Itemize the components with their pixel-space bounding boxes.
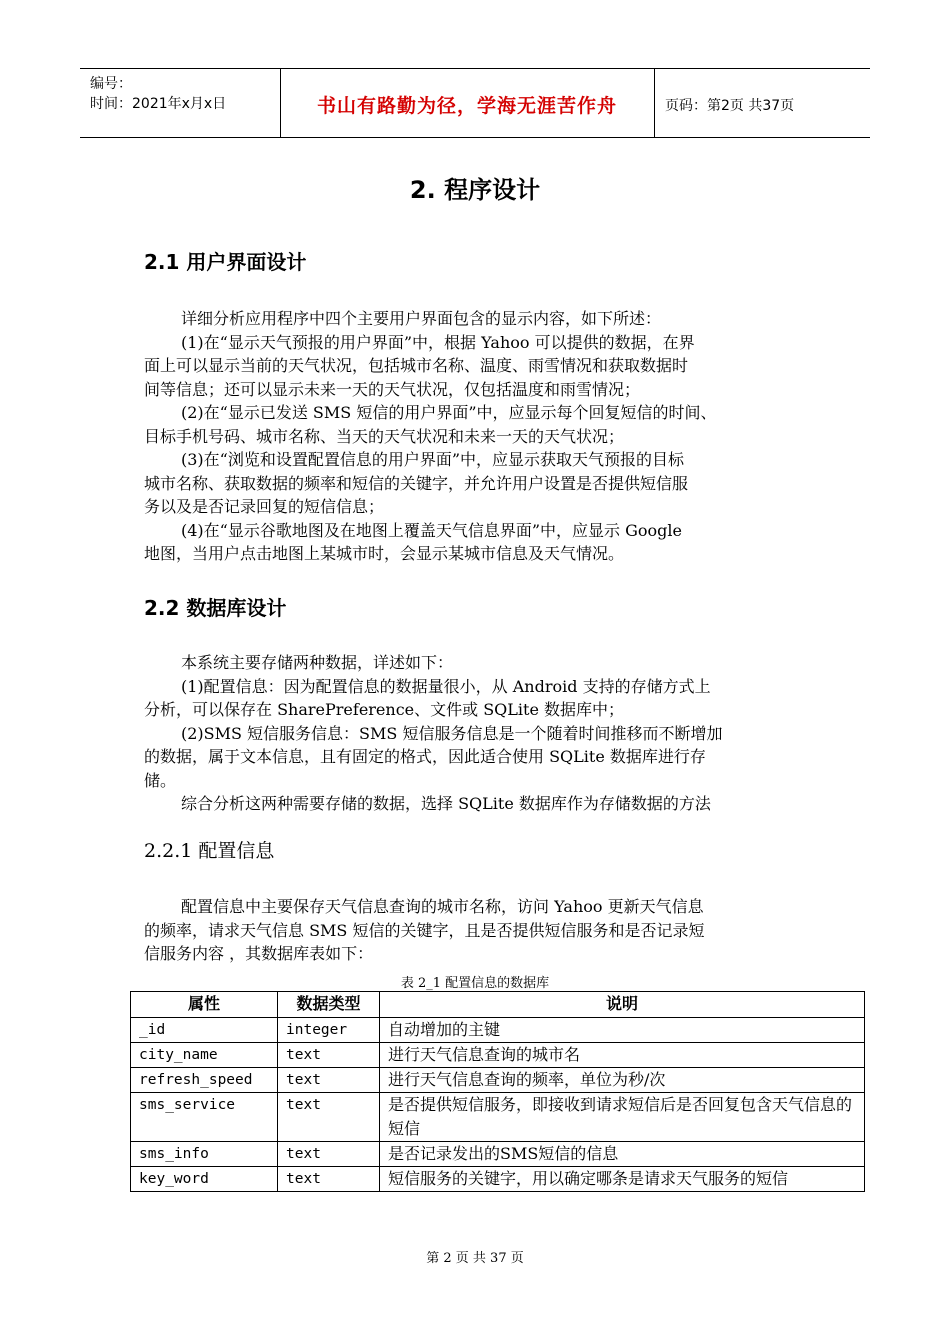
type-cell: text: [278, 1043, 380, 1068]
description-cell: 自动增加的主键: [380, 1018, 865, 1043]
paragraph-line: 目标手机号码、城市名称、当天的天气状况和未来一天的天气状况；: [144, 426, 625, 446]
table-header-row: [131, 992, 865, 1018]
paragraph-line: 务以及是否记录回复的短信信息；: [144, 497, 385, 516]
paragraph-line: (1)配置信息：因为配置信息的数据量很小，从 Android 支持的存储方式上: [181, 676, 711, 696]
section-2-2-body: [144, 651, 810, 816]
type-cell: text: [278, 1167, 380, 1192]
table-row: [131, 1018, 865, 1043]
page-header: [80, 68, 870, 138]
description-cell: 进行天气信息查询的频率，单位为秒/次: [380, 1068, 865, 1093]
column-header: 说明: [380, 992, 865, 1018]
description-cell: 是否提供短信服务，即接收到请求短信后是否回复包含天气信息的短信: [380, 1093, 865, 1142]
document-date-label: 时间：2021年x月x日: [90, 96, 227, 112]
table-caption: 表 2_1 配置信息的数据库: [400, 976, 550, 991]
table-row: [131, 1093, 865, 1142]
paragraph-line: 本系统主要存储两种数据，详述如下：: [181, 653, 454, 672]
paragraph-line: 的数据，属于文本信息，且有固定的格式，因此适合使用 SQLite 数据库进行存: [144, 747, 706, 766]
config-table: [130, 991, 865, 1192]
header-meta-cell: [80, 69, 281, 137]
attribute-cell: refresh_speed: [131, 1068, 278, 1093]
header-page-cell: [655, 69, 870, 137]
attribute-cell: _id: [131, 1018, 278, 1043]
table-row: [131, 1043, 865, 1068]
column-header: 数据类型: [278, 992, 380, 1018]
type-cell: text: [278, 1068, 380, 1093]
paragraph-line: (4)在“显示谷歌地图及在地图上覆盖天气信息界面”中，应显示 Google: [181, 520, 682, 540]
type-cell: text: [278, 1142, 380, 1167]
paragraph-line: (1)在“显示天气预报的用户界面”中，根据 Yahoo 可以提供的数据，在界: [181, 332, 695, 352]
page-footer: 第 2 页 共 37 页: [426, 1251, 524, 1266]
paragraph-line: 储。: [144, 770, 177, 790]
header-motto-cell: [280, 69, 655, 137]
attribute-cell: sms_service: [131, 1093, 278, 1142]
paragraph-line: 分析，可以保存在 SharePreference、文件或 SQLite 数据库中；: [144, 700, 625, 719]
paragraph-line: 综合分析这两种需要存储的数据，选择 SQLite 数据库作为存储数据的方法: [181, 794, 711, 813]
subsection-heading-2-2-1: 2.2.1 配置信息: [144, 840, 275, 862]
paragraph-line: 面上可以显示当前的天气状况，包括城市名称、温度、雨雪情况和获取数据时: [144, 356, 689, 375]
paragraph-line: 信服务内容 ，其数据库表如下：: [144, 944, 374, 963]
type-cell: integer: [278, 1018, 380, 1043]
section-2-1-body: [144, 307, 810, 566]
description-cell: 是否记录发出的SMS短信的信息: [380, 1142, 865, 1167]
paragraph-line: 间等信息；还可以显示未来一天的天气状况，仅包括温度和雨雪情况；: [144, 379, 641, 399]
section-heading-2-2: 2.2 数据库设计: [144, 596, 287, 620]
paragraph-line: 配置信息中主要保存天气信息查询的城市名称，访问 Yahoo 更新天气信息: [181, 897, 704, 916]
attribute-cell: key_word: [131, 1167, 278, 1192]
section-2-2-1-body: [144, 895, 810, 966]
paragraph-line: (2)在“显示已发送 SMS 短信的用户界面”中，应显示每个回复短信的时间、: [181, 403, 717, 422]
paragraph-line: 详细分析应用程序中四个主要用户界面包含的显示内容，如下所述：: [181, 309, 662, 328]
paragraph-line: 城市名称、获取数据的频率和短信的关键字，并允许用户设置是否提供短信服: [144, 473, 689, 493]
table-row: [131, 1142, 865, 1167]
paragraph-line: (3)在“浏览和设置配置信息的用户界面”中，应显示获取天气预报的目标: [181, 450, 685, 469]
description-cell: 进行天气信息查询的城市名: [380, 1043, 865, 1068]
column-header: 属性: [131, 992, 278, 1018]
document-number-label: 编号：: [90, 76, 132, 92]
paragraph-line: 的频率，请求天气信息 SMS 短信的关键字，且是否提供短信服务和是否记录短: [144, 920, 705, 940]
header-motto: 书山有路勤为径，学海无涯苦作舟: [316, 95, 617, 117]
table-row: [131, 1167, 865, 1192]
attribute-cell: city_name: [131, 1043, 278, 1068]
paragraph-line: (2)SMS 短信服务信息：SMS 短信服务信息是一个随着时间推移而不断增加: [181, 723, 723, 743]
chapter-title: 2. 程序设计: [409, 176, 541, 204]
section-heading-2-1: 2.1 用户界面设计: [144, 250, 307, 274]
paragraph-line: 地图，当用户点击地图上某城市时，会显示某城市信息及天气情况。: [144, 544, 625, 563]
type-cell: text: [278, 1093, 380, 1142]
header-page-info: 页码：第2页 共37页: [665, 98, 795, 114]
description-cell: 短信服务的关键字，用以确定哪条是请求天气服务的短信: [380, 1167, 865, 1192]
table-row: [131, 1068, 865, 1093]
attribute-cell: sms_info: [131, 1142, 278, 1167]
